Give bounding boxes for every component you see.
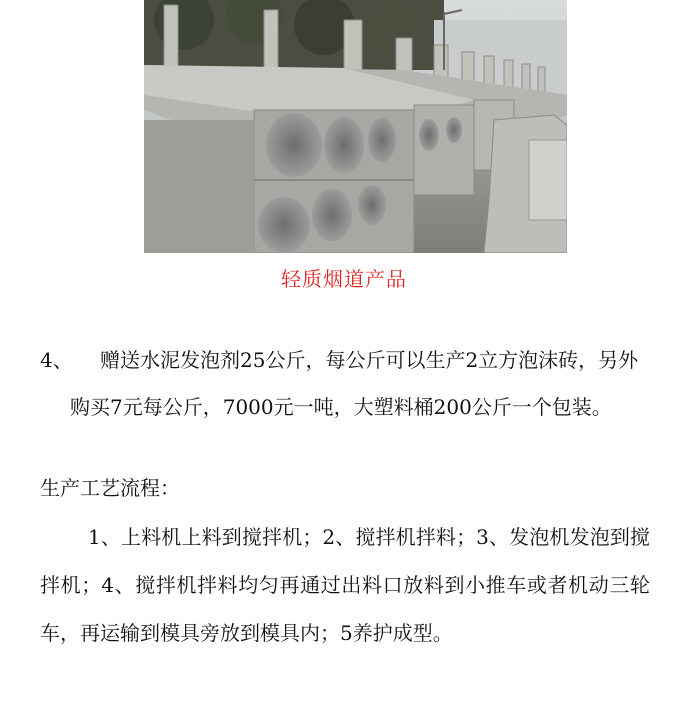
list-item-text: 赠送水泥发泡剂25公斤，每公斤可以生产2立方泡沫砖，另外购买7元每公斤，7000元一吨，大塑料桶200公斤一个包装。: [70, 348, 639, 419]
photo-caption: 轻质烟道产品: [281, 267, 407, 291]
list-item-4: [40, 337, 652, 431]
list-item-number: 4、: [40, 348, 73, 372]
process-paragraph: 1、上料机上料到搅拌机；2、搅拌机拌料；3、发泡机发泡到搅拌机；4、搅拌机拌料均匀再通过出料口放料到小推车或者机动三轮车，再运输到模具旁放到模具内；5养护成型。: [40, 525, 650, 645]
product-photo: [144, 0, 567, 253]
section-heading: 生产工艺流程：: [40, 476, 180, 500]
flue-blocks-illustration: [144, 0, 567, 253]
